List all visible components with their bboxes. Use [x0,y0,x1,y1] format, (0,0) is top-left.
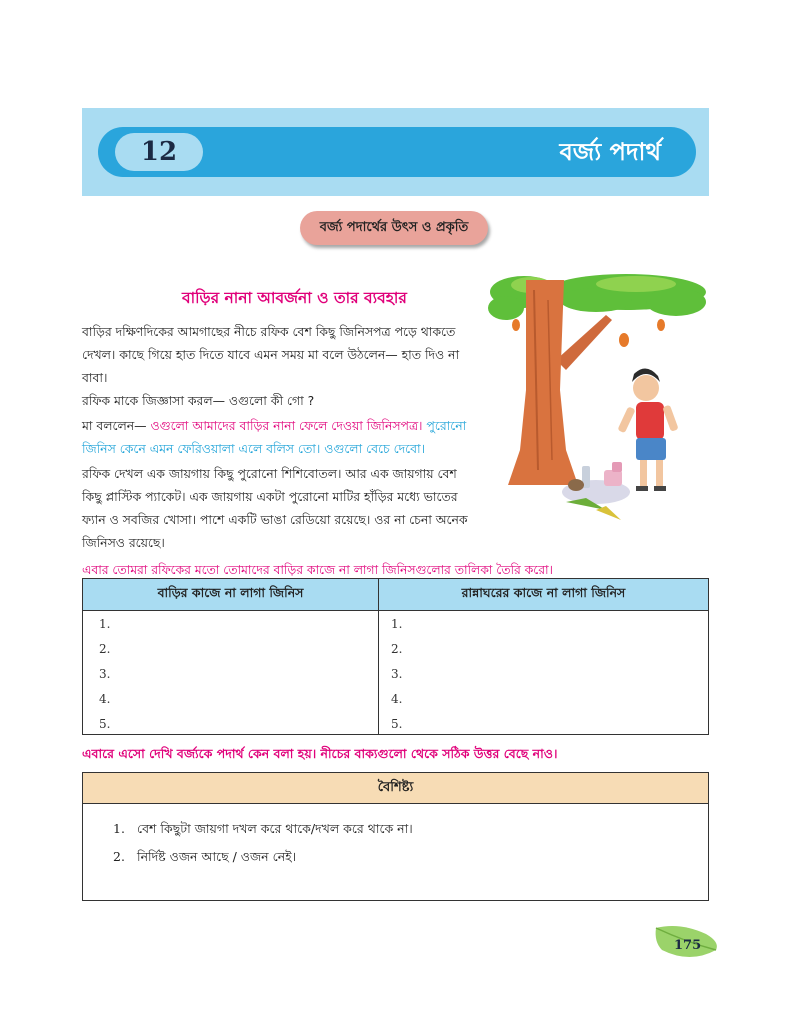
table-header-col1: বাড়ির কাজে না লাগা জিনিস [83,579,378,611]
text-line: দেখল। কাছে গিয়ে হাত দিতে যাবে এমন সময় মা বলে উঠলেন— হাত দিও না [82,347,460,362]
row-number: 5. [99,717,111,731]
text-line: কিছু প্লাস্টিক প্যাকেট। এক জায়গায় একটা পুরোনো মাটির হাঁড়ির মধ্যে ভাতের [82,489,458,504]
task-instruction: এবার তোমরা রফিকের মতো তোমাদের বাড়ির কাজে না লাগা জিনিসগুলোর তালিকা তৈরি করো। [82,563,553,577]
table-header-col2: রান্নাঘরের কাজে না লাগা জিনিস [379,579,708,611]
text-line: জিনিসও রয়েছে। [82,535,165,550]
list-table [82,578,709,735]
tree-boy-illustration [486,270,722,526]
row-number: 3. [391,667,403,681]
text-span: মা বললেন— [82,418,151,433]
paragraph-2: রফিক মাকে জিজ্ঞাসা করল— ওগুলো কী গো ? [82,393,315,408]
feature-item-text: বেশ কিছুটা জায়গা দখল করে থাকে/দখল করে থাকে না। [137,821,413,836]
feature-title: বৈশিষ্ট্য [83,773,708,804]
text-line: ফ্যান ও সবজির খোসা। পাশে একটি ভাঙা রেডিয়ো রয়েছে। ওর না চেনা অনেক [82,512,468,527]
feature-item-number: 2. [113,849,125,864]
sub-heading: বাড়ির নানা আবর্জনা ও তার ব্যবহার [182,289,407,307]
row-number: 1. [391,617,403,631]
text-line [82,414,466,437]
row-number: 4. [391,692,403,706]
chapter-title: বর্জ্য পদার্থ [559,138,661,166]
feature-item-text: নির্দিষ্ট ওজন আছে / ওজন নেই। [137,849,297,864]
row-number: 3. [99,667,111,681]
row-number: 4. [99,692,111,706]
feature-box [82,772,709,901]
row-number: 1. [99,617,111,631]
feature-item [113,849,296,869]
feature-item [113,821,413,841]
text-line: বাবা। [82,370,108,385]
highlight-pink: ওগুলো আমাদের বাড়ির নানা ফেলে দেওয়া জিনিসপত্র। [150,418,423,433]
text-line: রফিক দেখল এক জায়গায় কিছু পুরোনো শিশিবোতল। আর এক জায়গায় বেশ [82,466,457,481]
row-number: 2. [99,642,111,656]
feature-item-number: 1. [113,821,125,836]
highlight-cyan: জিনিস কেনে এমন ফেরিওয়ালা এলে বলিস তো। ওগুলো বেচে দেবো। [82,441,426,456]
highlight-cyan: পুরোনো [422,418,467,433]
row-number: 2. [391,642,403,656]
boy-figure [617,368,678,491]
page-number: 175 [674,938,702,953]
text-line: বাড়ির দক্ষিণদিকের আমগাছের নীচে রফিক বেশ কিছু জিনিসপত্র পড়ে থাকতে [82,324,456,339]
column-divider [378,579,379,734]
chapter-number: 12 [115,133,203,171]
paragraph-4 [82,462,468,554]
paragraph-3 [82,414,466,460]
section-title: বর্জ্য পদার্থের উৎস ও প্রকৃতি [300,211,488,245]
paragraph-1 [82,320,459,389]
row-number: 5. [391,717,403,731]
question-instruction: এবারে এসো দেখি বর্জ্যকে পদার্থ কেন বলা হয়। নীচের বাক্যগুলো থেকে সঠিক উত্তর বেছে নাও। [82,746,558,761]
